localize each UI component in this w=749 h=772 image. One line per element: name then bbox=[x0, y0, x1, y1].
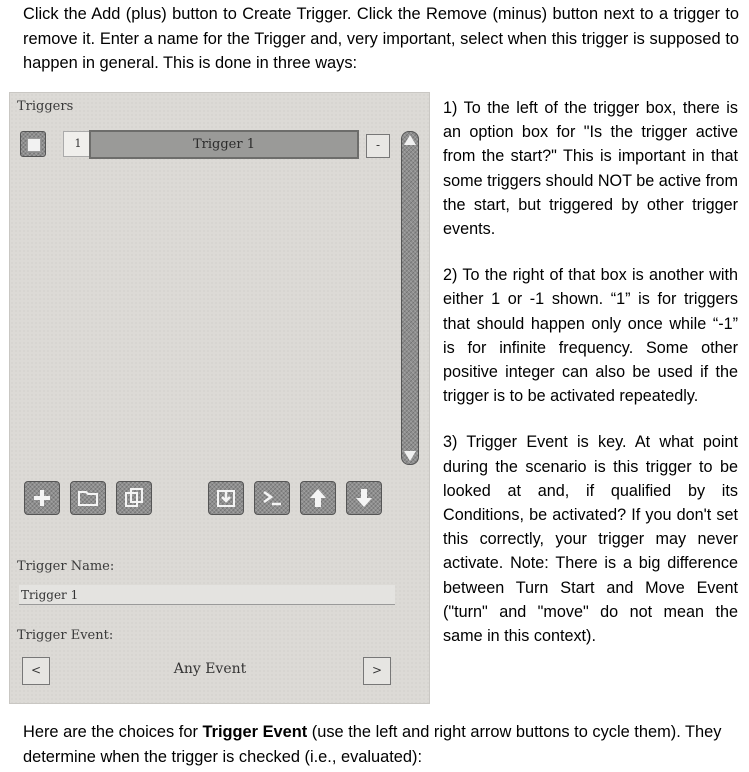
remove-trigger-button[interactable]: - bbox=[366, 134, 390, 158]
copy-icon bbox=[123, 487, 145, 509]
terminal-icon bbox=[261, 487, 283, 509]
frequency-field[interactable]: 1 bbox=[63, 131, 93, 157]
outro-bold-term: Trigger Event bbox=[202, 723, 308, 741]
open-folder-button[interactable] bbox=[70, 481, 106, 515]
arrow-down-icon bbox=[353, 487, 375, 509]
point-2: 2) To the right of that box is another with either 1 or -1 shown. “1” is for triggers that should happen only once while “-1” is for infinite frequency. Some other positive integer can also be used if the trigger is to be activated repeatedly. bbox=[443, 266, 738, 406]
point-3: 3) Trigger Event is key. At what point during the scenario is this trigger to be looked at and, if qualified by its Conditions, be activated? If you don't set this correctly, your trigger may never activate. Note: There is a big difference between Turn Start and Move Event ("turn" and "move" do not mean the same in this context). bbox=[443, 433, 738, 646]
trigger-list-item[interactable]: Trigger 1 bbox=[89, 130, 359, 159]
move-down-button[interactable] bbox=[346, 481, 382, 515]
trigger-editor-panel bbox=[9, 92, 430, 704]
explanation-column bbox=[443, 96, 738, 670]
add-trigger-button[interactable] bbox=[24, 481, 60, 515]
terminal-button[interactable] bbox=[254, 481, 290, 515]
copy-trigger-button[interactable] bbox=[116, 481, 152, 515]
outro-text-end: (use the left and right arrow buttons to cycle them). They determine when the trigger is checked (i.e., evaluated): bbox=[23, 723, 722, 766]
point-1: 1) To the left of the trigger box, there is an option box for "Is the trigger active from the start?" This is important in that some triggers should NOT be active from the start, but triggered by other trigger events. bbox=[443, 99, 738, 239]
prev-event-button[interactable]: < bbox=[22, 657, 50, 685]
arrow-up-icon bbox=[307, 487, 329, 509]
import-icon bbox=[215, 487, 237, 509]
trigger-name-input[interactable]: Trigger 1 bbox=[19, 585, 395, 605]
scroll-up-icon[interactable] bbox=[404, 135, 416, 145]
active-from-start-checkbox[interactable] bbox=[20, 131, 46, 157]
move-up-button[interactable] bbox=[300, 481, 336, 515]
import-trigger-button[interactable] bbox=[208, 481, 244, 515]
next-event-button[interactable]: > bbox=[363, 657, 391, 685]
triggers-label: Triggers bbox=[17, 99, 74, 114]
plus-icon bbox=[31, 487, 53, 509]
trigger-list-scrollbar[interactable] bbox=[401, 131, 419, 465]
trigger-event-label: Trigger Event: bbox=[17, 628, 114, 643]
intro-paragraph: Click the Add (plus) button to Create Trigger. Click the Remove (minus) button next to a trigger to remove it. Enter a name for the Trigger and, very important, select when this trigger is supposed to happen in general. This is done in three ways: bbox=[23, 5, 739, 72]
trigger-name-label: Trigger Name: bbox=[17, 559, 115, 574]
trigger-event-value: Any Event bbox=[173, 661, 247, 677]
outro-paragraph bbox=[23, 720, 739, 769]
outro-text-start: Here are the choices for bbox=[23, 723, 203, 741]
folder-icon bbox=[77, 487, 99, 509]
scroll-down-icon[interactable] bbox=[404, 451, 416, 461]
